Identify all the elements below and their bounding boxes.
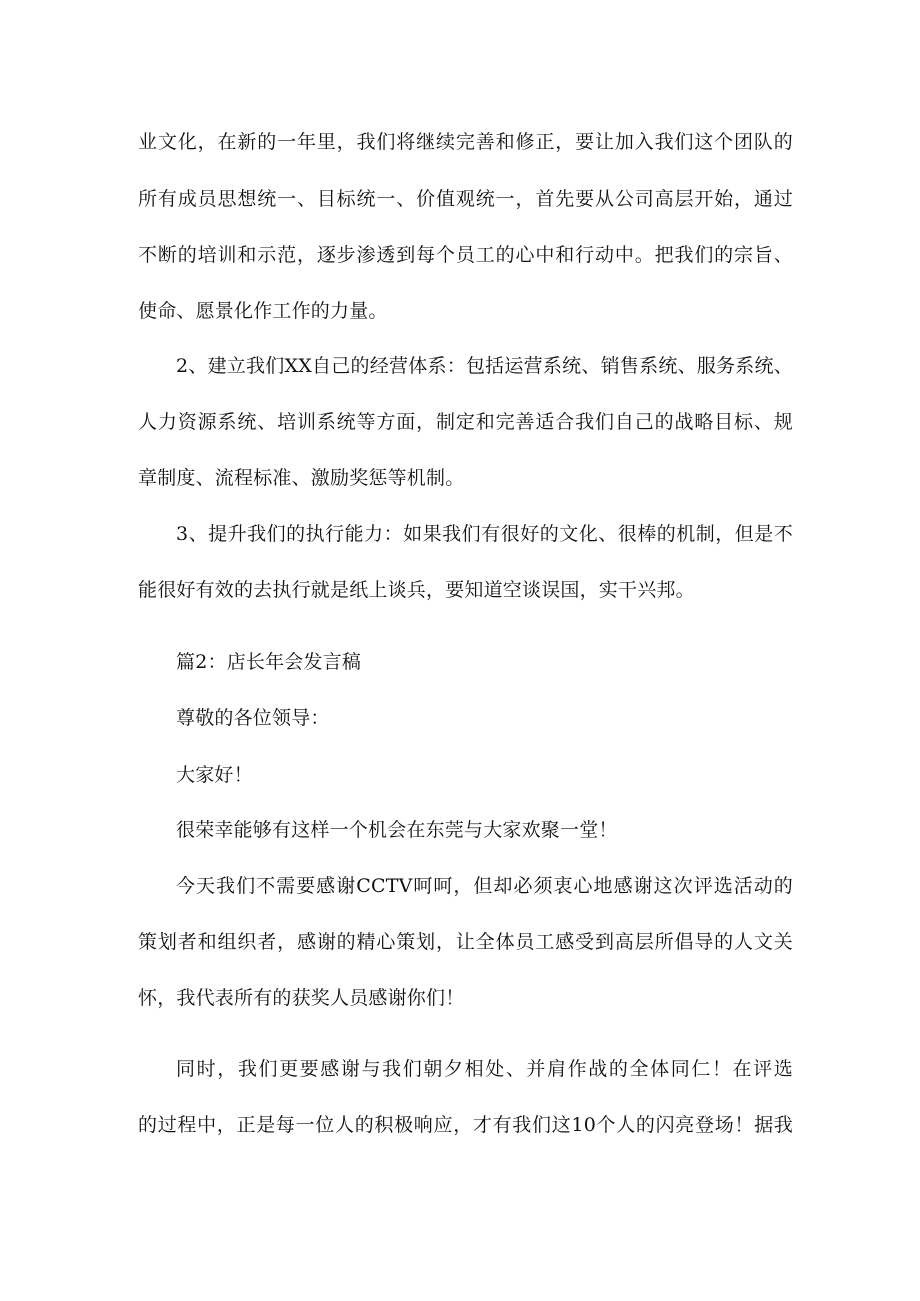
text-line: 怀，我代表所有的获奖人员感谢你们！ — [138, 987, 465, 1009]
text-line: 很荣幸能够有这样一个机会在东莞与大家欢聚一堂！ — [176, 819, 618, 841]
text-line: 人力资源系统、培训系统等方面，制定和完善适合我们自己的战略目标、规 — [138, 411, 793, 433]
text-line: 使命、愿景化作工作的力量。 — [138, 300, 388, 322]
text-line: 今天我们不需要感谢CCTV呵呵，但却必须衷心地感谢这次评选活动的 — [176, 875, 793, 897]
text-line: 章制度、流程标准、激励奖惩等机制。 — [138, 467, 465, 489]
text-line: 能很好有效的去执行就是纸上谈兵，要知道空谈误国，实干兴邦。 — [138, 579, 695, 601]
text-line: 不断的培训和示范，逐步渗透到每个员工的心中和行动中。把我们的宗旨、 — [138, 244, 793, 266]
text-line: 同时，我们更要感谢与我们朝夕相处、并肩作战的全体同仁！在评选 — [176, 1058, 793, 1080]
greeting: 大家好！ — [176, 764, 253, 786]
text-line: 2、建立我们XX自己的经营体系：包括运营系统、销售系统、服务系统、 — [176, 355, 793, 377]
text-line: 3、提升我们的执行能力：如果我们有很好的文化、很棒的机制，但是不 — [176, 523, 793, 545]
text-line: 的过程中，正是每一位人的积极响应，才有我们这10个人的闪亮登场！据我 — [138, 1114, 793, 1136]
salutation: 尊敬的各位领导： — [176, 707, 330, 729]
text-line: 所有成员思想统一、目标统一、价值观统一，首先要从公司高层开始，通过 — [138, 188, 793, 210]
section-title: 篇2：店长年会发言稿 — [176, 651, 362, 673]
text-line: 策划者和组织者，感谢的精心策划，让全体员工感受到高层所倡导的人文关 — [138, 931, 793, 953]
text-line: 业文化，在新的一年里，我们将继续完善和修正，要让加入我们这个团队的 — [138, 131, 793, 153]
